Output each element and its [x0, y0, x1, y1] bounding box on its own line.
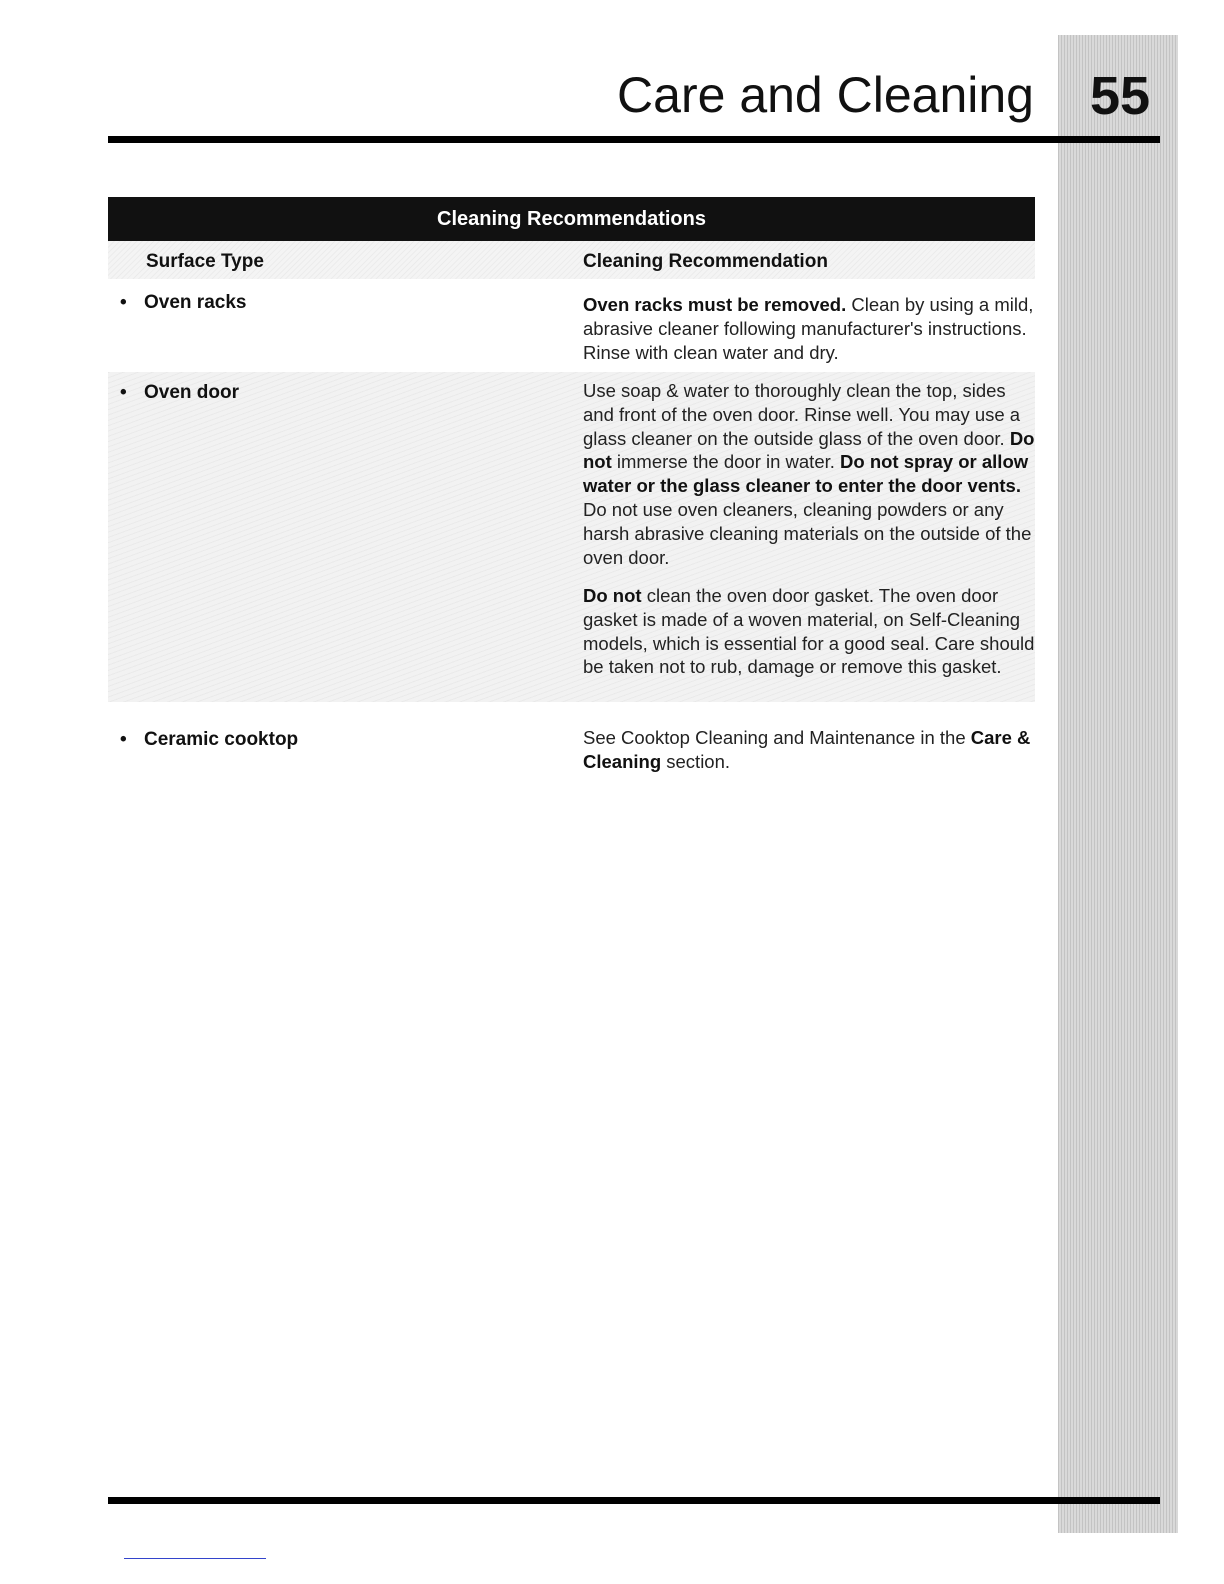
footer-link-underline — [124, 1558, 266, 1559]
header-rule — [108, 136, 1160, 143]
bullet-icon: • — [120, 292, 127, 313]
rec-bold: Do not — [583, 427, 1035, 473]
column-header-recommendation: Cleaning Recommendation — [583, 251, 828, 272]
page-title: Care and Cleaning — [617, 67, 1034, 123]
rec-bold: Oven racks must be removed. — [583, 294, 847, 315]
surface-label: Ceramic cooktop — [144, 729, 299, 750]
recommendation-oven-door — [583, 379, 1038, 569]
rec-text: section. — [661, 750, 731, 772]
rec-text: See Cooktop Cleaning and Maintenance in the — [583, 727, 971, 748]
footer-rule — [108, 1497, 1160, 1504]
rec-text: clean the oven door gasket. The oven door gasket is made of a woven material, on Self-Cleaning models, which is essential for a good seal. Care should be taken not to rub, damage or remove this gasket. — [583, 585, 1035, 678]
rec-bold: Do not — [583, 585, 642, 606]
surface-label: Oven racks — [144, 292, 247, 313]
surface-label: Oven door — [144, 382, 240, 403]
column-header-surface-type: Surface Type — [146, 251, 264, 272]
recommendation-ceramic-cooktop — [583, 726, 1038, 774]
surface-ceramic-cooktop — [120, 728, 298, 752]
rec-text: Use soap & water to thoroughly clean the top, sides and front of the oven door. Rinse well. You may use a glass cleaner on the outside glass of the oven door. — [583, 380, 1021, 449]
page-number: 55 — [1089, 66, 1151, 126]
recommendation-oven-racks — [583, 293, 1038, 364]
bullet-icon: • — [120, 382, 127, 403]
recommendation-oven-door-gasket — [583, 584, 1038, 679]
side-tab-strip — [1058, 35, 1178, 1533]
rec-bold: Do not spray or allow water or the glass cleaner to enter the door vents. — [583, 451, 1029, 497]
rec-bold: Care & Cleaning — [583, 727, 1031, 772]
surface-oven-door — [120, 381, 239, 405]
bullet-icon: • — [120, 729, 127, 750]
table-title: Cleaning Recommendations — [108, 197, 1035, 241]
surface-oven-racks — [120, 291, 246, 315]
rec-text: Clean by using a mild, abrasive cleaner following manufacturer's instructions. Rinse with clean water and dry. — [583, 294, 1034, 363]
rec-text: Do not use oven cleaners, cleaning powders or any harsh abrasive cleaning materials on the outside of the oven door. — [583, 498, 1032, 568]
rec-text: immerse the door in water. — [611, 451, 841, 473]
